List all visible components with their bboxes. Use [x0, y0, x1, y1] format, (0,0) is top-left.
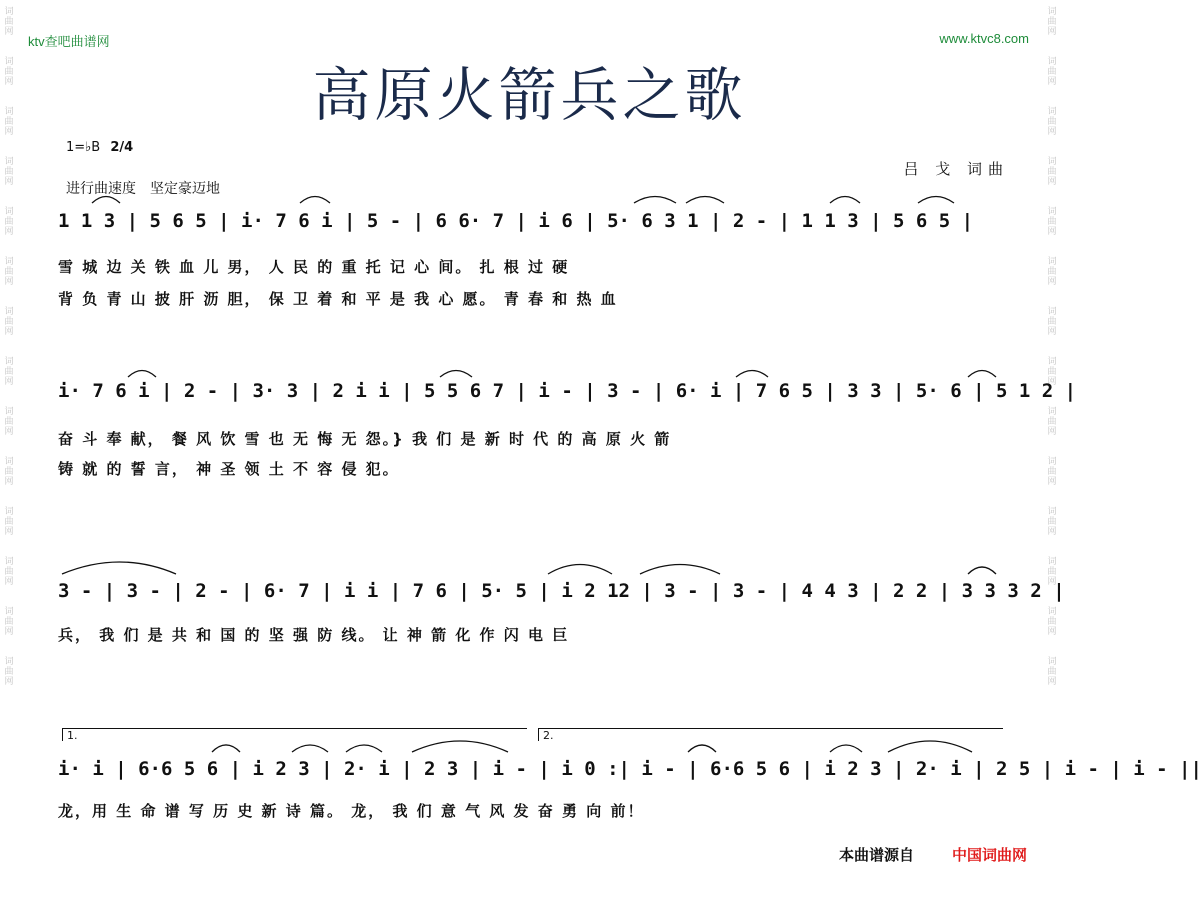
watermark-glyph: 词曲网: [1045, 606, 1056, 636]
watermark-glyph: 词曲网: [2, 106, 13, 136]
volta-1-label: 1.: [67, 729, 78, 742]
lyric-line-2b: 铸 就 的 誓 言， 神 圣 领 土 不 容 侵 犯。: [58, 460, 400, 478]
source-brand[interactable]: 中国词曲网: [951, 846, 1027, 864]
watermark-glyph: 词曲网: [1045, 156, 1056, 186]
slur-arc: [736, 371, 768, 378]
watermark-glyph: 词曲网: [1045, 406, 1056, 436]
volta-first-ending: [62, 728, 527, 741]
time-signature: 2/4: [110, 140, 134, 155]
slur-arc: [968, 371, 996, 378]
watermark-glyph: 词曲网: [2, 256, 13, 286]
slur-arc: [440, 371, 472, 378]
lyric-line-1b: 背 负 青 山 披 肝 沥 胆， 保 卫 着 和 平 是 我 心 愿。 青 春 和 热 血: [58, 290, 618, 308]
tempo-marking: 进行曲速度 坚定豪迈地: [66, 181, 220, 197]
watermark-glyph: 词曲网: [1045, 456, 1056, 486]
slur-arc: [888, 741, 972, 752]
slur-arc: [968, 567, 996, 574]
slur-arc: [62, 562, 176, 574]
score-row-4: [58, 758, 1202, 798]
watermark-glyph: 词曲网: [1045, 506, 1056, 536]
watermark-glyph: 词曲网: [2, 206, 13, 236]
watermark-glyph: 词曲网: [1045, 256, 1056, 286]
key-label: 1=♭B: [66, 140, 101, 155]
slur-arc: [300, 197, 330, 204]
song-title: 高原火箭兵之歌: [312, 61, 747, 129]
watermark-glyph: 词曲网: [1045, 206, 1056, 236]
watermark-glyph: 词曲网: [1045, 356, 1056, 386]
site-url-right[interactable]: www.ktvc8.com: [939, 31, 1029, 46]
source-label: 本曲谱源自: [838, 846, 914, 864]
slur-arc: [688, 745, 716, 752]
watermark-glyph: 词曲网: [1045, 306, 1056, 336]
slur-arc: [640, 565, 720, 575]
watermark-glyph: 词曲网: [1045, 556, 1056, 586]
site-name-left[interactable]: ktv查吧曲谱网: [28, 34, 110, 49]
lyric-line-2a: 奋 斗 奉 献， 餐 风 饮 雪 也 无 悔 无 怨。} 我 们 是 新 时 代 的 高 原 火 箭: [58, 430, 672, 448]
slur-arc: [346, 745, 382, 752]
score-row-2: [58, 380, 1077, 420]
watermark-glyph: 词曲网: [2, 656, 13, 686]
notation-line: 3 - | 3 - | 2 - | 6· 7 | i i | 7 6 | 5· 5 | i 2 12 | 3 - | 3 - | 4 4 3 | 2 2 | 3 3 3 2 |: [58, 580, 1065, 602]
watermark-glyph: 词曲网: [1045, 6, 1056, 36]
lyric-line-4: 龙，用 生 命 谱 写 历 史 新 诗 篇。 龙， 我 们 意 气 风 发 奋 勇 向 前！: [58, 802, 645, 820]
slur-arc: [830, 745, 862, 752]
watermark-glyph: 词曲网: [2, 56, 13, 86]
watermark-glyph: 词曲网: [2, 356, 13, 386]
volta-second-ending: [538, 728, 1003, 741]
notation-line: i· 7 6 i | 2 - | 3· 3 | 2 i i | 5 5 6 7 | i - | 3 - | 6· i | 7 6 5 | 3 3 | 5· 6 | 5 1 2 |: [58, 380, 1077, 402]
slur-arc: [548, 565, 612, 575]
watermark-glyph: 词曲网: [1045, 106, 1056, 136]
lyric-line-1a: 雪 城 边 关 铁 血 儿 男， 人 民 的 重 托 记 心 间。 扎 根 过 硬: [58, 258, 570, 276]
watermark-glyph: 词曲网: [1045, 56, 1056, 86]
score-row-3: [58, 580, 1065, 620]
notation-line: 1 1 3 | 5 6 5 | i· 7 6 i | 5 - | 6 6· 7 | i 6 | 5· 6 3 1 | 2 - | 1 1 3 | 5 6 5 |: [58, 210, 974, 232]
slur-arc: [918, 197, 954, 204]
slur-arc: [212, 745, 240, 752]
slur-arc: [830, 197, 860, 204]
watermark-glyph: 词曲网: [2, 606, 13, 636]
watermark-glyph: 词曲网: [2, 406, 13, 436]
watermark-glyph: 词曲网: [2, 556, 13, 586]
score-row-1: [58, 210, 1008, 250]
slur-arc: [412, 741, 508, 752]
watermark-glyph: 词曲网: [2, 306, 13, 336]
slur-arc: [686, 197, 724, 204]
author-credit: 吕 戈 词曲: [903, 160, 1009, 178]
watermark-glyph: 词曲网: [1045, 656, 1056, 686]
watermark-glyph: 词曲网: [2, 6, 13, 36]
volta-2-label: 2.: [543, 729, 554, 742]
notation-line: i· i | 6·6 5 6 | i 2 3 | 2· i | 2 3 | i - | i 0 :| i - | 6·6 5 6 | i 2 3 | 2· i | 2 5 | i - | i - ||: [58, 758, 1202, 780]
slur-arc: [634, 197, 676, 204]
slur-arc: [128, 371, 156, 378]
left-watermark-strip: [0, 0, 16, 898]
slur-arc: [292, 745, 328, 752]
watermark-glyph: 词曲网: [2, 506, 13, 536]
key-signature: [66, 140, 133, 155]
watermark-glyph: 词曲网: [2, 456, 13, 486]
lyric-line-3: 兵， 我 们 是 共 和 国 的 坚 强 防 线。 让 神 箭 化 作 闪 电 巨: [58, 626, 570, 644]
watermark-glyph: 词曲网: [2, 156, 13, 186]
